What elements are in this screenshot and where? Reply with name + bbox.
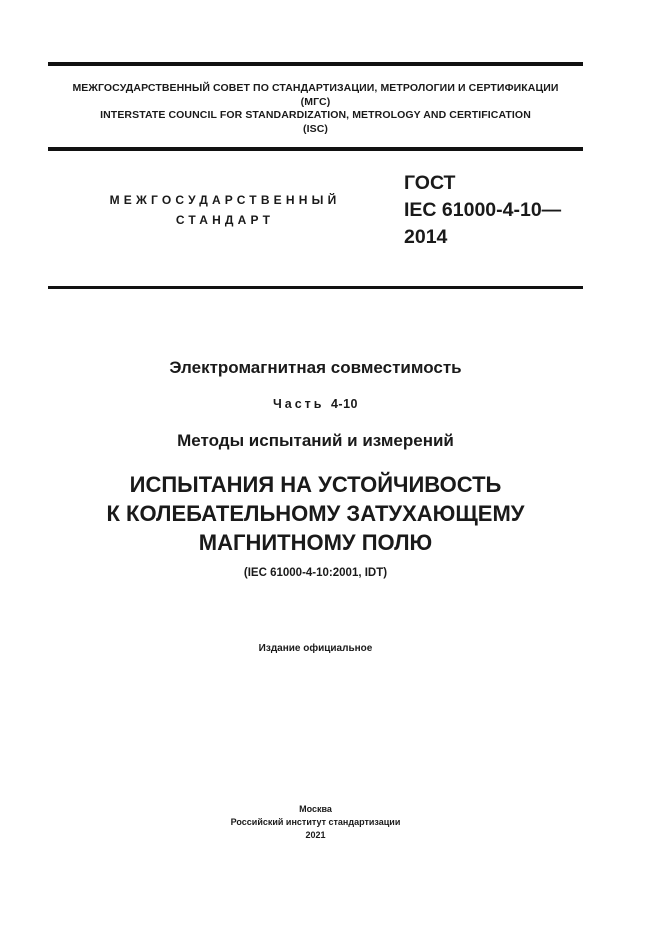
part-label: Часть [272,397,325,411]
council-en-abbr: (ISC) [303,122,328,135]
methods-subtitle: Методы испытаний и измерений [177,431,454,450]
imprint-city: Москва [299,804,332,814]
main-heading-line1: ИСПЫТАНИЯ НА УСТОЙЧИВОСТЬ [129,472,502,497]
idt-reference: (IEC 61000-4-10:2001, IDT) [243,567,388,579]
standard-type [95,190,355,230]
gost-line1: ГОСТ [404,172,456,194]
standard-type-line2: СТАНДАРТ [175,213,275,227]
header-bottom-rule [48,147,583,151]
edition-note: Издание официальное [258,643,373,654]
council-ru-line1: МЕЖГОСУДАРСТВЕННЫЙ СОВЕТ ПО СТАНДАРТИЗАЦИИ, МЕТРОЛОГИИ И СЕРТИФИКАЦИИ [72,82,559,94]
part-number: 4-10 [330,397,358,411]
council-ru-abbr: (МГС) [300,95,331,108]
council-header [48,82,583,136]
document-title: Электромагнитная совместимость [169,358,462,377]
gost-designation [404,170,561,251]
gost-line2: IEC 61000-4-10— [404,199,562,221]
imprint [48,803,583,842]
main-heading-line2: К КОЛЕБАТЕЛЬНОМУ ЗАТУХАЮЩЕМУ [106,501,525,526]
designation-bottom-rule [48,286,583,289]
imprint-year: 2021 [305,830,326,840]
standard-type-line1: МЕЖГОСУДАРСТВЕННЫЙ [109,193,341,207]
top-rule [48,62,583,66]
gost-line3: 2014 [404,226,448,248]
main-heading-line3: МАГНИТНОМУ ПОЛЮ [198,530,433,555]
imprint-publisher: Российский институт стандартизации [230,817,401,827]
main-heading [48,470,583,557]
council-en-line1: INTERSTATE COUNCIL FOR STANDARDIZATION, METROLOGY AND CERTIFICATION [100,109,531,121]
part-heading [48,397,583,411]
